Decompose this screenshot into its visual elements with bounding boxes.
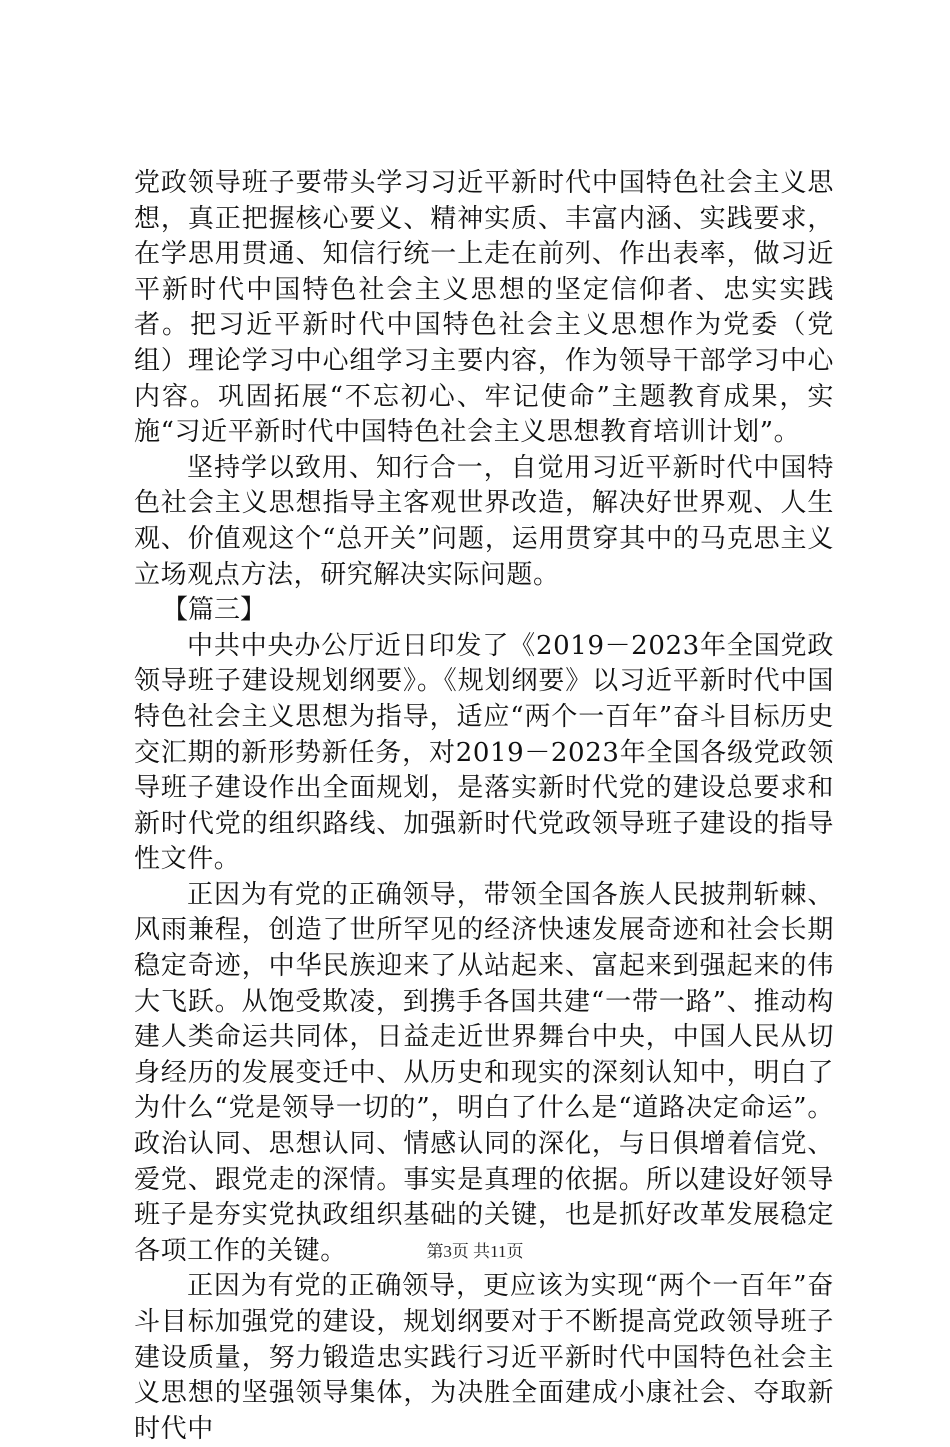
paragraph-2: 坚持学以致用、知行合一，自觉用习近平新时代中国特色社会主义思想指导主客观世界改造，解决好世界观、人生观、价值观这个“总开关”问题，运用贯穿其中的马克思主义立场观点方法，研究解决实际问题。 xyxy=(134,452,834,590)
paragraph-5: 正因为有党的正确领导，更应该为实现“两个一百年”奋斗目标加强党的建设，规划纲要对于不断提高党政领导班子建设质量，努力锻造忠实践行习近平新时代中国特色社会主义思想的坚强领导集体，为决胜全面建成小康社会、夺取新时代中 xyxy=(134,1271,834,1444)
section-heading: 【篇三】 xyxy=(162,595,267,626)
paragraph-1: 党政领导班子要带头学习习近平新时代中国特色社会主义思想，真正把握核心要义、精神实质、丰富内涵、实践要求，在学思用贯通、知信行统一上走在前列、作出表率，做习近平新时代中国特色社会主义思想的坚定信仰者、忠实实践者。把习近平新时代中国特色社会主义思想作为党委（党组）理论学习中心组学习主要内容，作为领导干部学习中心内容。巩固拓展“不忘初心、牢记使命”主题教育成果，实施“习近平新时代中国特色社会主义思想教育培训计划”。 xyxy=(134,168,834,448)
paragraph-4: 正因为有党的正确领导，带领全国各族人民披荆斩棘、风雨兼程，创造了世所罕见的经济快速发展奇迹和社会长期稳定奇迹，中华民族迎来了从站起来、富起来到强起来的伟大飞跃。从饱受欺凌，到携手各国共建“一带一路”、推动构建人类命运共同体，日益走近世界舞台中央，中国人民从切身经历的发展变迁中、从历史和现实的深刻认知中，明白了为什么“党是领导一切的”，明白了什么是“道路决定命运”。政治认同、思想认同、情感认同的深化，与日俱增着信党、爱党、跟党走的深情。事实是真理的依据。所以建设好领导班子是夯实党执政组织基础的关键，也是抓好改革发展稳定各项工作的关键。 xyxy=(134,879,834,1266)
paragraph-3: 中共中央办公厅近日印发了《2019－2023年全国党政领导班子建设规划纲要》。《规划纲要》以习近平新时代中国特色社会主义思想为指导，适应“两个一百年”奋斗目标历史交汇期的新形势新任务，对2019－2023年全国各级党政领导班子建设作出全面规划，是落实新时代党的建设总要求和新时代党的组织路线、加强新时代党政领导班子建设的指导性文件。 xyxy=(134,630,834,875)
page-footer: 第3页 共11页 xyxy=(426,1242,524,1261)
